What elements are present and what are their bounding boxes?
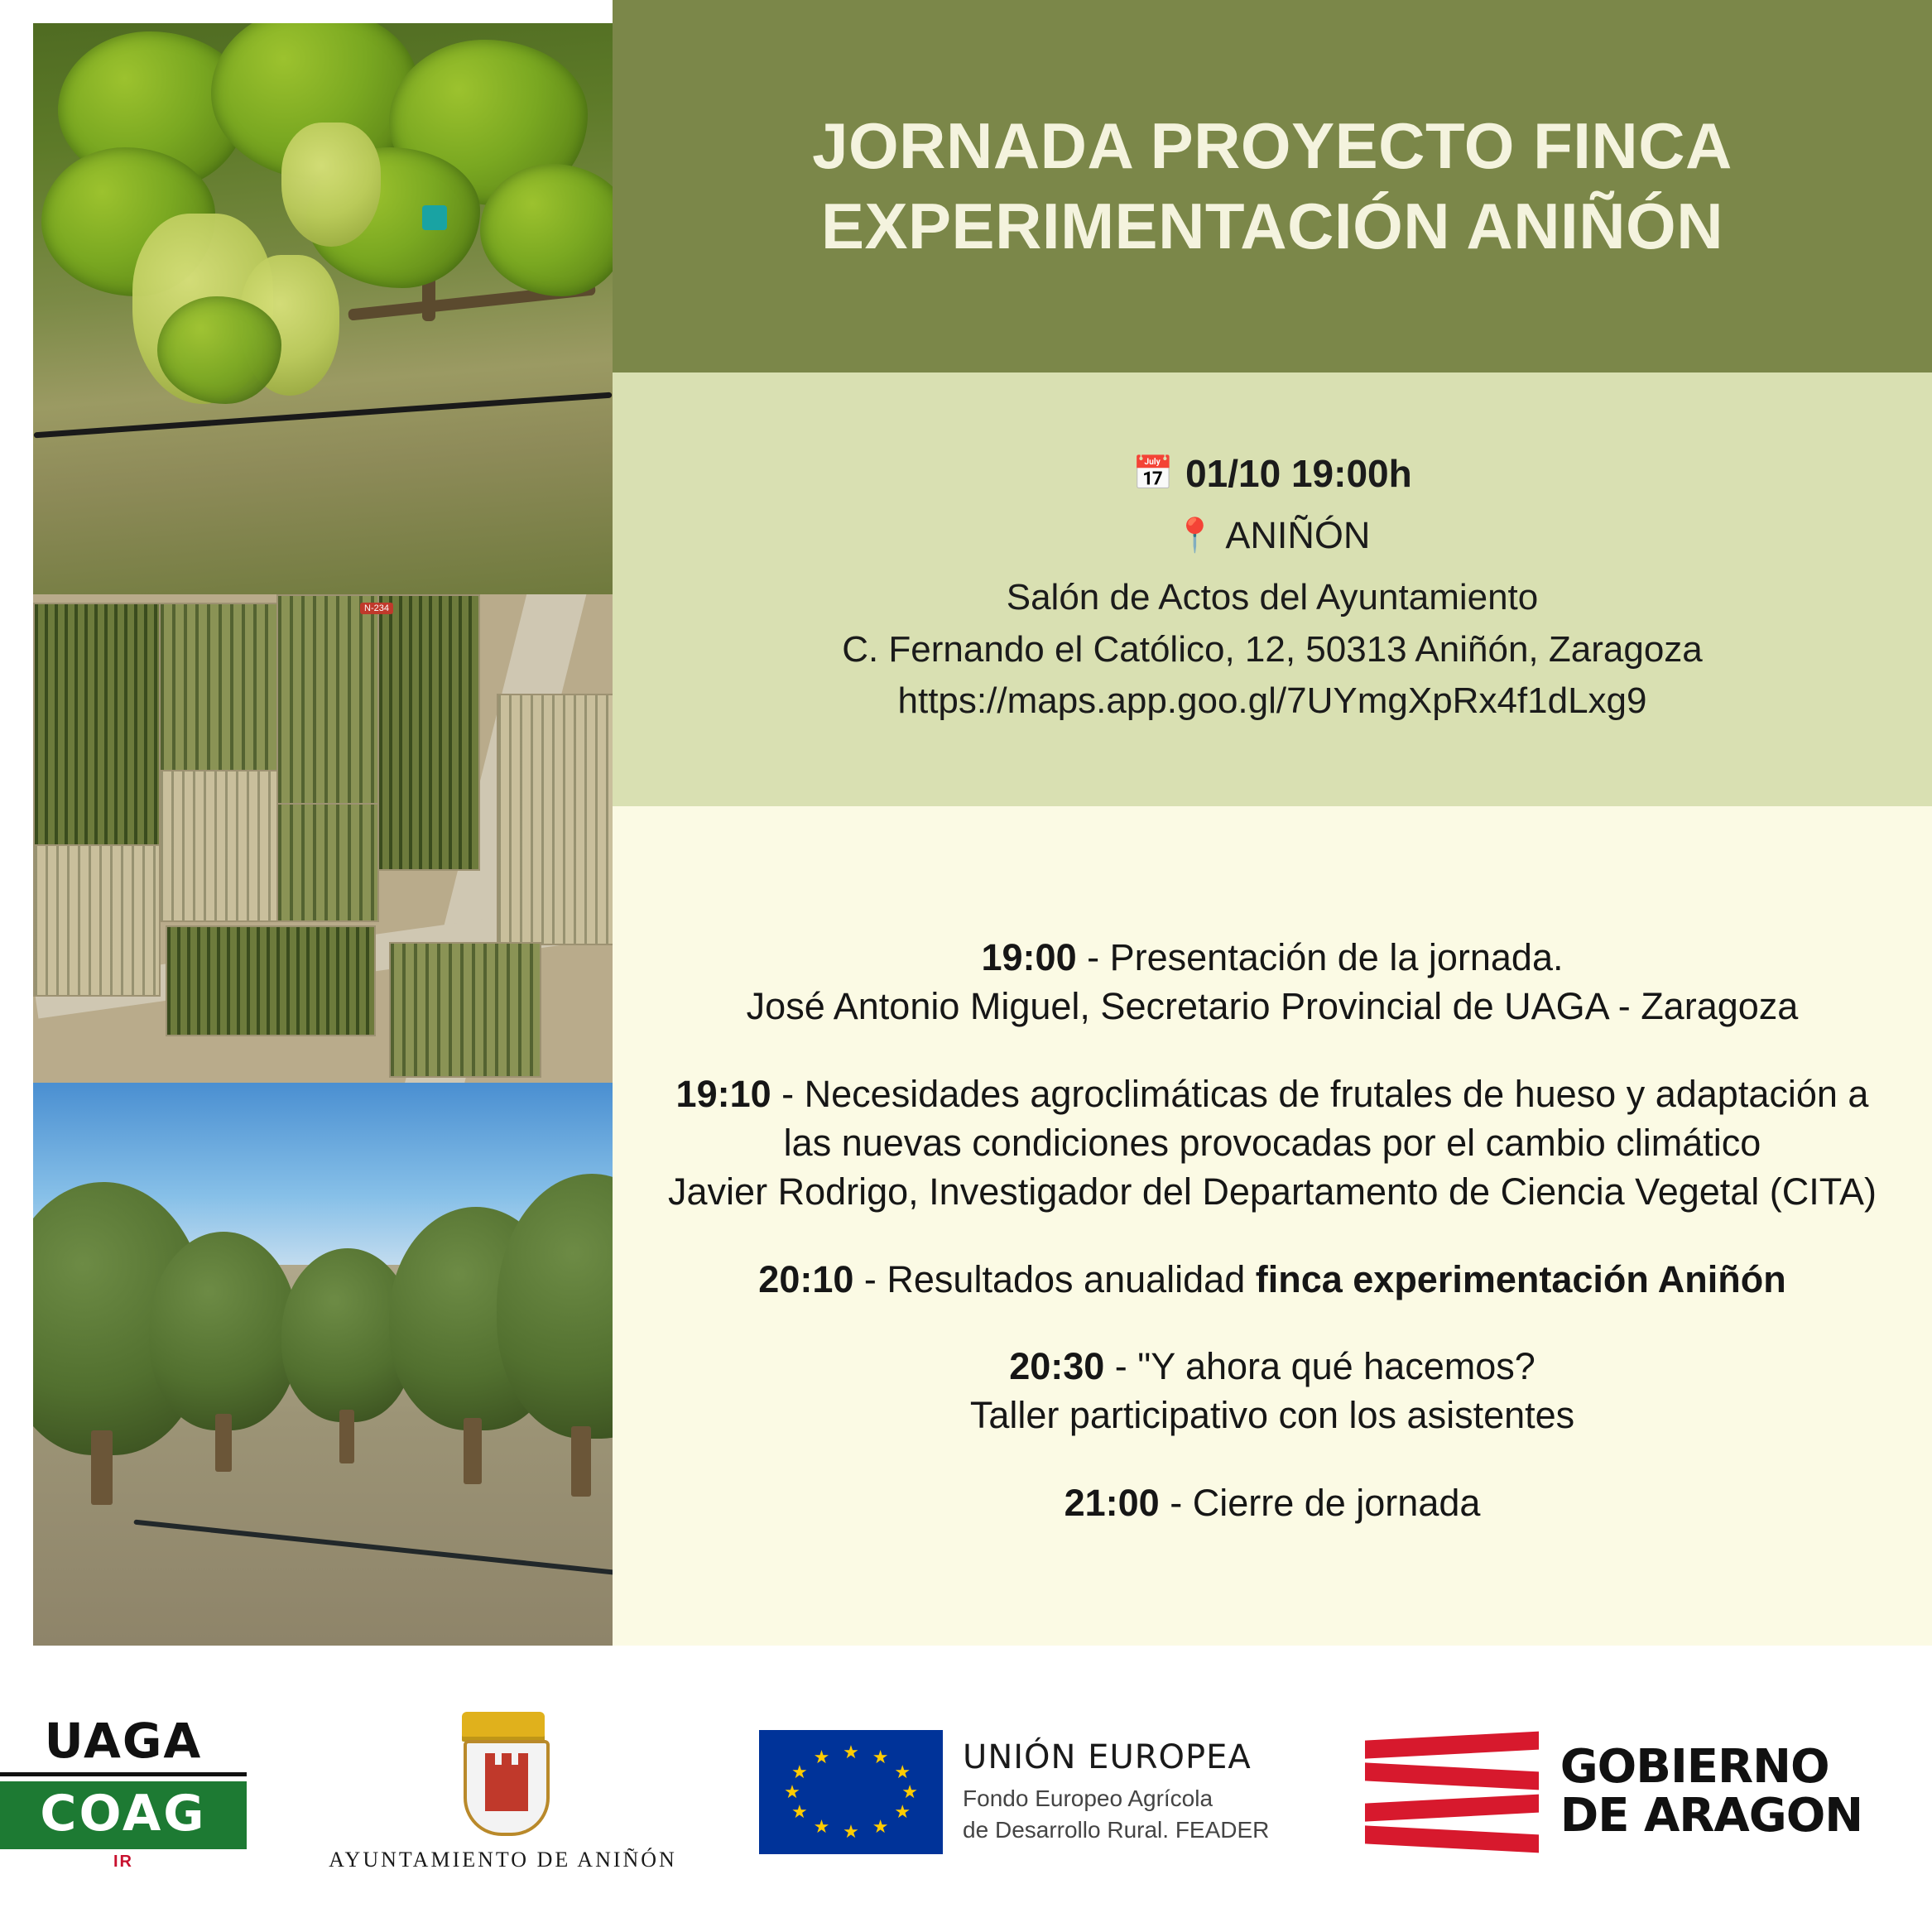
coag-subtext: IR <box>113 1852 133 1871</box>
event-map-link[interactable]: https://maps.app.goo.gl/7UYmgXpRx4f1dLxg9 <box>897 680 1647 722</box>
agenda-item <box>1065 1478 1481 1527</box>
logo-european-union <box>759 1730 1286 1854</box>
agenda-title: "Y ahora qué hacemos? <box>1137 1345 1536 1388</box>
event-datetime: 01/10 19:00h <box>1185 452 1412 496</box>
field-parcel <box>389 942 541 1078</box>
agenda-separator: - <box>1170 1481 1193 1524</box>
coat-of-arms-icon <box>454 1712 553 1836</box>
shield-icon <box>464 1740 550 1836</box>
aragon-line1: GOBIERNO <box>1560 1739 1829 1794</box>
field-parcel <box>33 844 161 997</box>
eu-title: UNIÓN EUROPEA <box>963 1737 1252 1776</box>
vine-marker-tag <box>422 205 447 230</box>
agenda-line <box>758 1255 1785 1304</box>
olive-tree <box>149 1232 298 1430</box>
aragon-line2: DE ARAGON <box>1560 1788 1863 1843</box>
photo-vineyard <box>33 23 613 594</box>
eu-text-block <box>963 1738 1269 1846</box>
agenda-speaker: Javier Rodrigo, Investigador del Departamento de Ciencia Vegetal (CITA) <box>668 1170 1877 1214</box>
agenda-time: 19:00 <box>981 935 1077 978</box>
agenda-band <box>613 806 1932 1646</box>
agenda-separator: - <box>863 1257 887 1300</box>
field-parcel <box>377 594 480 871</box>
aragon-stripes-icon <box>1365 1731 1539 1853</box>
event-datetime-row <box>1132 451 1411 496</box>
agenda-title: Necesidades agroclimáticas de frutales de hueso y adaptación a <box>804 1072 1869 1115</box>
field-parcel <box>497 694 613 945</box>
agenda-title: Resultados anualidad <box>887 1257 1256 1300</box>
logo-ayuntamiento <box>326 1712 680 1872</box>
agenda-line <box>970 1342 1574 1391</box>
event-venue: Salón de Actos del Ayuntamiento <box>1006 577 1539 618</box>
photo-column <box>33 23 613 1646</box>
agenda-separator: - <box>1087 935 1110 978</box>
agenda-title-highlight: finca experimentación Aniñón <box>1255 1257 1786 1300</box>
event-address: C. Fernando el Católico, 12, 50313 Aniñón, Zaragoza <box>842 628 1703 670</box>
coag-wordmark: COAG <box>0 1781 247 1849</box>
field-parcel <box>166 925 376 1036</box>
agenda-item <box>970 1342 1574 1440</box>
photo-olive-grove <box>33 1083 613 1646</box>
eu-flag-icon: ★ ★ ★ ★ ★ ★ ★ ★ ★ ★ ★ ★ <box>759 1730 943 1854</box>
field-parcel <box>159 603 278 771</box>
page-title: JORNADA PROYECTO FINCA EXPERIMENTACIÓN ANIÑÓN <box>812 108 1733 262</box>
agenda-title-cont: las nuevas condiciones provocadas por el cambio climático <box>783 1121 1761 1164</box>
agenda-item <box>747 933 1799 1031</box>
logo-uaga-coag <box>0 1713 247 1872</box>
photo-aerial-view <box>33 594 613 1083</box>
olive-trunk <box>215 1414 232 1472</box>
road-label: N-234 <box>360 603 393 614</box>
eu-subtitle-line1: Fondo Europeo Agrícola <box>963 1785 1214 1811</box>
agenda-item <box>668 1069 1877 1217</box>
field-parcel <box>33 603 161 846</box>
event-info-band <box>613 372 1932 806</box>
event-town: ANIÑÓN <box>1225 514 1371 557</box>
agenda-item <box>758 1255 1785 1304</box>
olive-trunk <box>339 1410 354 1463</box>
location-pin-icon: 📍 <box>1174 517 1216 555</box>
uaga-wordmark: UAGA <box>44 1712 203 1769</box>
field-parcel <box>159 770 278 922</box>
title-band <box>613 0 1932 372</box>
agenda-line <box>668 1069 1877 1118</box>
olive-trunk <box>464 1418 482 1484</box>
olive-trunk <box>91 1430 113 1505</box>
agenda-title: Presentación de la jornada. <box>1109 935 1564 978</box>
agenda-speaker: José Antonio Miguel, Secretario Provincial de UAGA - Zaragoza <box>746 985 1799 1028</box>
ayuntamiento-label: AYUNTAMIENTO DE ANIÑÓN <box>329 1847 677 1872</box>
olive-trunk <box>571 1426 591 1497</box>
field-parcel <box>276 594 379 805</box>
agenda-separator: - <box>1114 1345 1138 1388</box>
event-town-row <box>1175 514 1371 557</box>
crown-icon <box>462 1712 545 1742</box>
agenda-separator: - <box>781 1072 805 1115</box>
agenda-line <box>1065 1478 1481 1527</box>
aragon-text-block <box>1560 1739 1863 1843</box>
logo-gobierno-aragon <box>1365 1731 1932 1853</box>
castle-icon <box>485 1765 528 1811</box>
uaga-rule <box>0 1772 247 1776</box>
agenda-detail: Taller participativo con los asistentes <box>969 1394 1575 1437</box>
agenda-line <box>747 933 1799 982</box>
field-parcel <box>276 803 379 922</box>
agenda-time: 20:10 <box>758 1257 854 1300</box>
agenda-time: 20:30 <box>1009 1345 1105 1388</box>
footer-logos <box>0 1651 1932 1932</box>
agenda-title: Cierre de jornada <box>1192 1481 1481 1524</box>
grape-cluster <box>281 123 381 247</box>
calendar-icon: 📅 <box>1132 455 1175 493</box>
eu-subtitle-line2: de Desarrollo Rural. FEADER <box>963 1816 1270 1843</box>
agenda-time: 21:00 <box>1064 1481 1160 1524</box>
agenda-time: 19:10 <box>675 1072 771 1115</box>
